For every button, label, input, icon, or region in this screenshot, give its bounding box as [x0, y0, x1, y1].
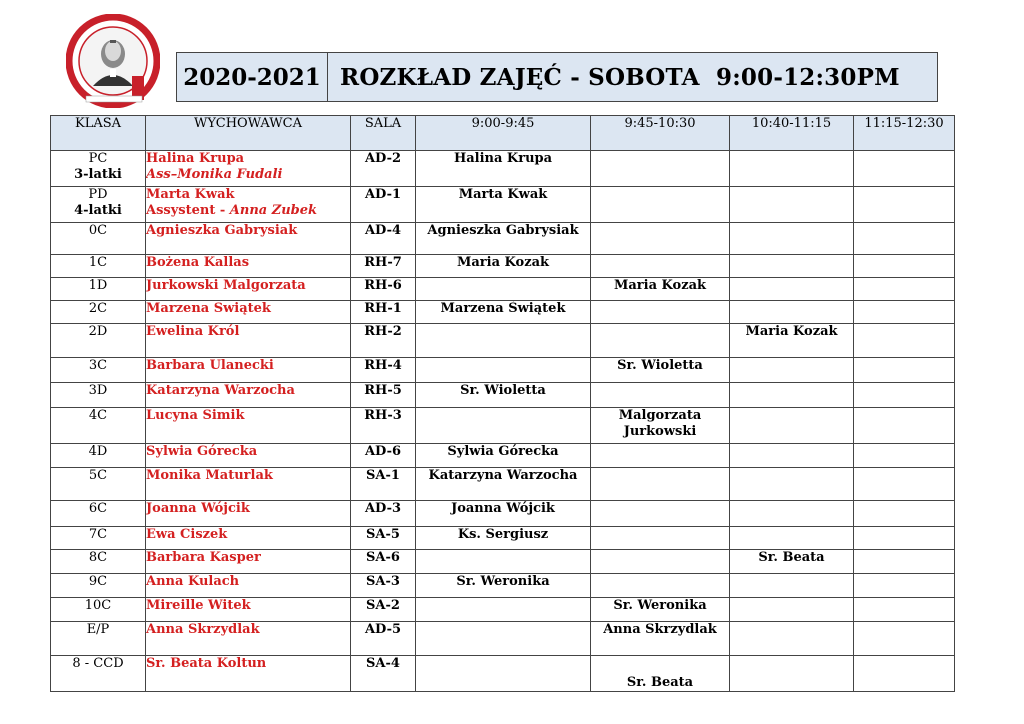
slot-cell — [591, 223, 730, 255]
slot-cell — [591, 408, 730, 444]
assistant-label: Assystent - — [146, 203, 230, 218]
slot-cell — [591, 301, 730, 324]
teacher-name: Halina Krupa — [146, 151, 245, 166]
teacher-cell: Ewelina Król — [146, 324, 351, 358]
klasa-cell: 2C — [51, 301, 146, 324]
slot-cell — [854, 278, 955, 301]
sala-cell: SA-1 — [351, 468, 416, 501]
teacher-cell: Anna Skrzydlak — [146, 622, 351, 656]
sala-cell: RH-4 — [351, 358, 416, 383]
table-row — [51, 527, 955, 550]
table-row — [51, 358, 955, 383]
slot-cell — [730, 358, 854, 383]
slot-cell — [854, 468, 955, 501]
slot-cell: Katarzyna Warzocha — [416, 468, 591, 501]
slot-cell: Maria Kozak — [591, 278, 730, 301]
title-banner — [176, 52, 938, 102]
slot-teacher-line1: Malgorzata — [618, 408, 702, 423]
schedule-table — [50, 115, 955, 692]
klasa-cell: 3D — [51, 383, 146, 408]
sala-cell: RH-3 — [351, 408, 416, 444]
teacher-cell: Anna Kulach — [146, 574, 351, 598]
slot-cell — [730, 151, 854, 187]
sala-cell: RH-6 — [351, 278, 416, 301]
slot-cell — [730, 501, 854, 527]
klasa-cell: 8C — [51, 550, 146, 574]
slot-cell — [854, 187, 955, 223]
slot-cell — [416, 656, 591, 692]
slot-cell — [416, 278, 591, 301]
schedule-title: ROZKŁAD ZAJĘĆ - SOBOTA 9:00-12:30PM — [340, 63, 900, 91]
klasa-name: PD — [88, 187, 108, 202]
school-year: 2020-2021 — [177, 53, 328, 101]
table-row — [51, 408, 955, 444]
slot-cell — [416, 598, 591, 622]
table-header-row — [51, 116, 955, 151]
slot-cell — [591, 151, 730, 187]
klasa-cell: 3C — [51, 358, 146, 383]
slot-cell — [416, 358, 591, 383]
klasa-cell: 1C — [51, 255, 146, 278]
assistant-name: Ass–Monika Fudali — [146, 167, 283, 182]
header-slot-1: 9:00-9:45 — [416, 116, 591, 151]
slot-cell — [854, 656, 955, 692]
slot-cell — [730, 656, 854, 692]
slot-cell — [854, 358, 955, 383]
slot-cell — [730, 301, 854, 324]
school-logo — [66, 14, 160, 108]
slot-cell: Marzena Świątek — [416, 301, 591, 324]
slot-cell — [591, 550, 730, 574]
sala-cell: AD-1 — [351, 187, 416, 223]
slot-cell — [591, 468, 730, 501]
table-row — [51, 656, 955, 692]
slot-cell: Sr. Beata — [591, 656, 730, 692]
slot-cell — [416, 324, 591, 358]
header-slot-2: 9:45-10:30 — [591, 116, 730, 151]
slot-cell: Anna Skrzydlak — [591, 622, 730, 656]
klasa-cell: 9C — [51, 574, 146, 598]
klasa-cell: 1D — [51, 278, 146, 301]
sala-cell: RH-1 — [351, 301, 416, 324]
slot-cell — [416, 550, 591, 574]
table-row — [51, 574, 955, 598]
slot-cell — [730, 598, 854, 622]
table-row — [51, 324, 955, 358]
slot-cell — [854, 151, 955, 187]
slot-cell — [730, 223, 854, 255]
table-row — [51, 550, 955, 574]
teacher-cell: Sr. Beata Koltun — [146, 656, 351, 692]
slot-cell: Ks. Sergiusz — [416, 527, 591, 550]
header-klasa: KLASA — [51, 116, 146, 151]
teacher-cell: Jurkowski Malgorzata — [146, 278, 351, 301]
teacher-cell: Agnieszka Gabrysiak — [146, 223, 351, 255]
teacher-cell: Marzena Swiątek — [146, 301, 351, 324]
slot-cell — [730, 278, 854, 301]
sala-cell: RH-5 — [351, 383, 416, 408]
slot-cell — [591, 383, 730, 408]
klasa-note: 3-latki — [74, 167, 122, 182]
slot-cell — [591, 255, 730, 278]
klasa-cell: 4D — [51, 444, 146, 468]
slot-cell: Sr. Wioletta — [591, 358, 730, 383]
header-slot-3: 10:40-11:15 — [730, 116, 854, 151]
slot-cell — [730, 255, 854, 278]
slot-cell — [854, 408, 955, 444]
slot-cell — [854, 255, 955, 278]
sala-cell: SA-3 — [351, 574, 416, 598]
sala-cell: RH-7 — [351, 255, 416, 278]
klasa-cell: 7C — [51, 527, 146, 550]
slot-cell — [730, 622, 854, 656]
teacher-cell: Monika Maturlak — [146, 468, 351, 501]
teacher-cell: Katarzyna Warzocha — [146, 383, 351, 408]
slot-cell: Joanna Wójcik — [416, 501, 591, 527]
slot-cell — [854, 574, 955, 598]
klasa-name: PC — [88, 151, 108, 166]
slot-cell: Sr. Weronika — [591, 598, 730, 622]
klasa-cell: 5C — [51, 468, 146, 501]
slot-cell — [854, 622, 955, 656]
sala-cell: AD-2 — [351, 151, 416, 187]
slot-cell — [730, 408, 854, 444]
header-wychowawca: WYCHOWAWCA — [146, 116, 351, 151]
header-slot-4: 11:15-12:30 — [854, 116, 955, 151]
slot-cell — [854, 501, 955, 527]
klasa-cell: 10C — [51, 598, 146, 622]
slot-cell — [591, 187, 730, 223]
teacher-name: Marta Kwak — [146, 187, 235, 202]
slot-cell — [854, 550, 955, 574]
klasa-cell: E/P — [51, 622, 146, 656]
slot-cell — [854, 444, 955, 468]
slot-cell: Agnieszka Gabrysiak — [416, 223, 591, 255]
table-row — [51, 383, 955, 408]
table-row — [51, 278, 955, 301]
sala-cell: AD-4 — [351, 223, 416, 255]
slot-cell — [854, 301, 955, 324]
sala-cell: SA-4 — [351, 656, 416, 692]
slot-cell — [416, 408, 591, 444]
teacher-cell: Ewa Ciszek — [146, 527, 351, 550]
klasa-cell — [51, 151, 146, 187]
slot-cell — [730, 468, 854, 501]
slot-cell — [854, 598, 955, 622]
teacher-cell: Mireille Witek — [146, 598, 351, 622]
table-row — [51, 444, 955, 468]
header-sala: SALA — [351, 116, 416, 151]
table-row — [51, 468, 955, 501]
slot-cell: Maria Kozak — [730, 324, 854, 358]
teacher-cell — [146, 187, 351, 223]
klasa-cell: 8 - CCD — [51, 656, 146, 692]
teacher-cell — [146, 151, 351, 187]
klasa-cell: 6C — [51, 501, 146, 527]
klasa-note: 4-latki — [74, 203, 122, 218]
slot-cell — [854, 383, 955, 408]
slot-cell — [591, 501, 730, 527]
teacher-cell: Joanna Wójcik — [146, 501, 351, 527]
teacher-cell: Barbara Ulanecki — [146, 358, 351, 383]
table-row — [51, 622, 955, 656]
klasa-cell: 4C — [51, 408, 146, 444]
sala-cell: RH-2 — [351, 324, 416, 358]
slot-cell — [854, 324, 955, 358]
slot-cell — [730, 187, 854, 223]
slot-cell — [730, 527, 854, 550]
slot-cell — [591, 527, 730, 550]
assistant-name: Anna Zubek — [229, 203, 318, 218]
slot-cell — [416, 622, 591, 656]
slot-cell — [730, 574, 854, 598]
slot-cell: Sylwia Górecka — [416, 444, 591, 468]
sala-cell: AD-6 — [351, 444, 416, 468]
slot-cell — [591, 574, 730, 598]
teacher-cell: Bożena Kallas — [146, 255, 351, 278]
sala-cell: SA-2 — [351, 598, 416, 622]
table-row — [51, 223, 955, 255]
sala-cell: SA-5 — [351, 527, 416, 550]
table-row — [51, 187, 955, 223]
slot-cell: Sr. Weronika — [416, 574, 591, 598]
slot-cell — [730, 383, 854, 408]
teacher-cell: Sylwia Górecka — [146, 444, 351, 468]
slot-cell — [591, 444, 730, 468]
klasa-cell: 0C — [51, 223, 146, 255]
slot-cell: Maria Kozak — [416, 255, 591, 278]
slot-cell — [730, 444, 854, 468]
slot-teacher-line2: Jurkowski — [623, 424, 697, 439]
slot-cell — [591, 324, 730, 358]
teacher-cell: Lucyna Simik — [146, 408, 351, 444]
table-row — [51, 255, 955, 278]
sala-cell: SA-6 — [351, 550, 416, 574]
slot-cell: Sr. Beata — [730, 550, 854, 574]
slot-cell — [854, 527, 955, 550]
klasa-cell: 2D — [51, 324, 146, 358]
sala-cell: AD-5 — [351, 622, 416, 656]
slot-cell — [854, 223, 955, 255]
table-row — [51, 301, 955, 324]
teacher-cell: Barbara Kasper — [146, 550, 351, 574]
klasa-cell — [51, 187, 146, 223]
table-row — [51, 598, 955, 622]
slot-cell: Sr. Wioletta — [416, 383, 591, 408]
slot-cell: Marta Kwak — [416, 187, 591, 223]
table-row — [51, 501, 955, 527]
table-row — [51, 151, 955, 187]
slot-cell: Halina Krupa — [416, 151, 591, 187]
sala-cell: AD-3 — [351, 501, 416, 527]
